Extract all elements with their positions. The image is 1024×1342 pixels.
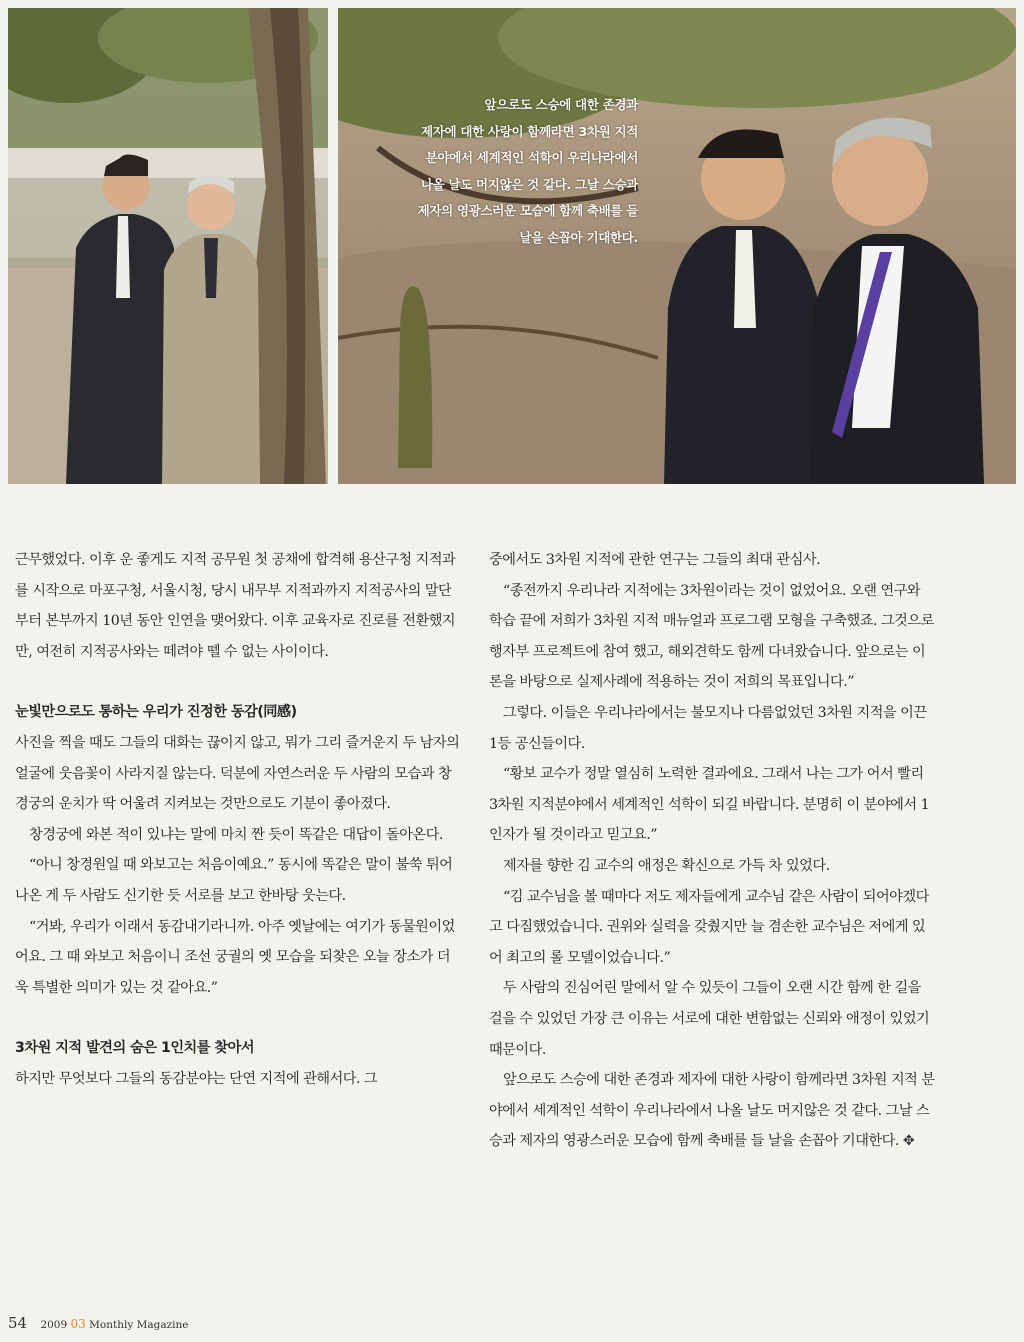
article-paragraph: “아니 창경원일 때 와보고는 처음이예요.” 동시에 똑같은 말이 불쑥 튀어 나온 게 두 사람도 신기한 듯 서로를 보고 한바탕 웃는다. [15, 857, 453, 904]
article-paragraph: 중에서도 3차원 지적에 관한 연구는 그들의 최대 관심사. [489, 552, 821, 568]
article-paragraph: “황보 교수가 정말 열심히 노력한 결과에요. 그래서 나는 그가 어서 빨리 3차원 지적분야에서 세계적인 석학이 되길 바랍니다. 분명히 이 분야에서 1인자가 될 것이라고 믿고요.” [489, 766, 930, 844]
pull-quote-line: 나올 날도 머지않은 것 같다. 그날 스승과 [420, 176, 638, 192]
article-paragraph: 사진을 찍을 때도 그들의 대화는 끊이지 않고, 뭐가 그리 즐거운지 두 남자의 얼굴에 웃음꽃이 사라지질 않는다. 덕분에 자연스러운 두 사람의 모습과 창경궁의 운치가 딱 어울려 지켜보는 것만으로도 기분이 좋아졌다. [15, 734, 460, 813]
article-paragraph-final [489, 1065, 935, 1157]
issue-month: 03 [70, 1317, 86, 1331]
pull-quote [368, 92, 638, 251]
article-paragraph: “거봐, 우리가 이래서 동감내기라니까. 아주 옛날에는 여기가 동물원이었어요. 그 때 와보고 처음이니 조선 궁궐의 옛 모습을 되찾은 오늘 장소가 더욱 특별한 의미가 있는 것 같아요.” [15, 918, 455, 996]
page-footer [8, 1314, 188, 1332]
article-paragraph: 창경궁에 와본 적이 있냐는 말에 마치 짠 듯이 똑같은 대답이 돌아온다. [29, 826, 443, 843]
magazine-name: Monthly Magazine [89, 1319, 189, 1331]
article-paragraph: “종전까지 우리나라 지적에는 3차원이라는 것이 없었어요. 오랜 연구와 학습 끝에 저희가 3차원 지적 매뉴얼과 프로그램 모형을 구축했죠. 그것으로 행자부 프로젝트에 참여 했고, 해외견학도 함께 다녀왔습니다. 앞으로는 이론을 바탕으로 실제사례에 적용하는 것이 저희의 목표입니다.” [489, 582, 934, 691]
article-paragraph: 제자를 향한 김 교수의 애정은 확신으로 가득 차 있었다. [503, 857, 830, 874]
article-column-right [489, 545, 935, 1157]
section-heading: 눈빛만으로도 통하는 우리가 진정한 동감(同感) [15, 704, 297, 721]
issue-year: 2009 [40, 1319, 68, 1331]
photo-two-men-by-tree [8, 8, 328, 484]
pull-quote-line: 분야에서 세계적인 석학이 우리나라에서 [425, 150, 638, 165]
end-mark-icon: ✥ [902, 1133, 915, 1150]
pull-quote-line: 날을 손꼽아 기대한다. [519, 229, 638, 245]
article-paragraph: 근무했었다. 이후 운 좋게도 지적 공무원 첫 공채에 합격해 용산구청 지적과를 시작으로 마포구청, 서울시청, 당시 내무부 지적과까지 지적공사의 말단부터 본부까지 10년 동안 인연을 맺어왔다. 이후 교육자로 진로를 전환했지만, 여전히 지적공사와는 떼려야 뗄 수 없는 사이이다. [15, 552, 456, 660]
section-heading: 3차원 지적 발견의 숨은 1인치를 찾아서 [15, 1040, 255, 1057]
article-paragraph: 그렇다. 이들은 우리나라에서는 불모지나 다름없었던 3차원 지적을 이끈 1등 공신들이다. [489, 704, 927, 752]
pull-quote-line: 제자의 영광스러운 모습에 함께 축배를 들 [417, 203, 638, 218]
page-number: 54 [8, 1314, 28, 1332]
article-paragraph: 두 사람의 진심어린 말에서 알 수 있듯이 그들이 오랜 시간 함께 한 길을 걸을 수 있었던 가장 큰 이유는 서로에 대한 변함없는 신뢰와 애정이 있었기 때문이다. [489, 980, 930, 1058]
article-column-left [15, 545, 461, 1095]
article-paragraph: “김 교수님을 볼 때마다 저도 제자들에게 교수님 같은 사람이 되어야겠다고 다짐했었습니다. 권위와 실력을 갖췄지만 늘 겸손한 교수님은 저에게 있어 최고의 롤 모델이었습니다.” [489, 888, 929, 966]
pull-quote-line: 앞으로도 스승에 대한 존경과 [484, 97, 638, 112]
article-paragraph-text: 앞으로도 스승에 대한 존경과 제자에 대한 사랑이 함께라면 3차원 지적 분야에서 세계적인 석학이 우리나라에서 나올 날도 머지않은 것 같다. 그날 스승과 제자의 영광스러운 모습에 함께 축배를 들 날을 손꼽아 기대한다. [489, 1072, 935, 1150]
article-paragraph: 하지만 무엇보다 그들의 동감분야는 단연 지적에 관해서다. 그 [15, 1070, 378, 1087]
pull-quote-line: 제자에 대한 사랑이 함께라면 3차원 지적 [420, 123, 638, 139]
